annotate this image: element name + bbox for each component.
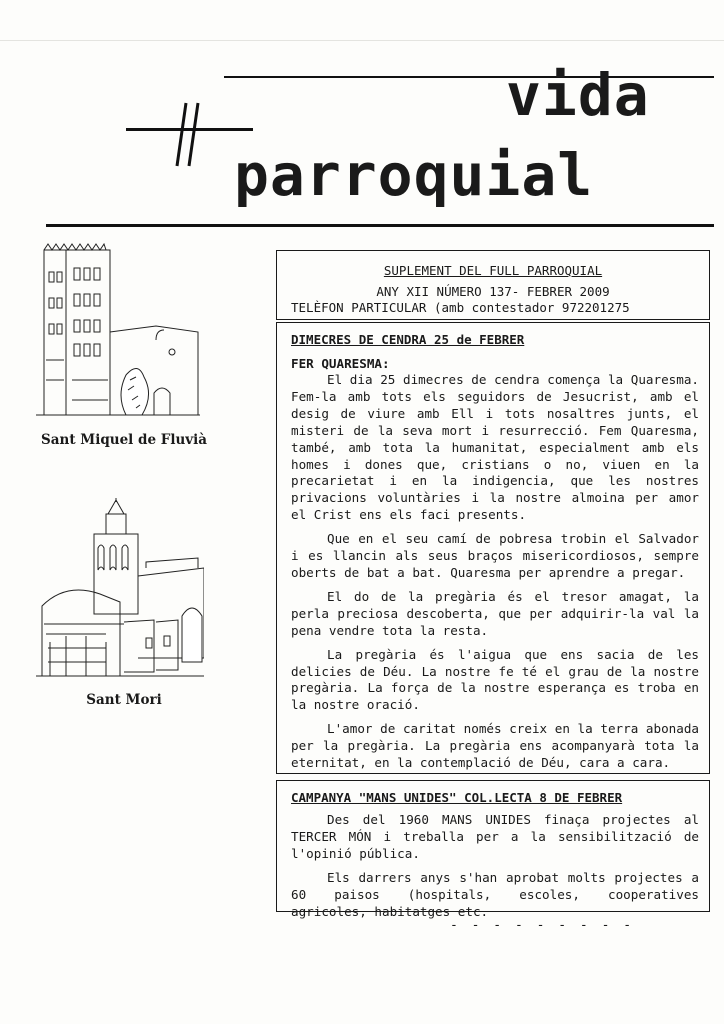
image-caption-sant-mori: Sant Mori [86,692,162,708]
article-ash-wednesday [276,322,710,774]
supplement-header-box [276,250,710,320]
article-paragraph: L'amor de caritat només creix en la terra abonada per la pregària. La pregària ens acompanyarà tota la eternitat, en la contemplació de Déu, cara a cara. [291,721,699,771]
article-title: DIMECRES DE CENDRA 25 de FEBRER [291,332,525,347]
phone-line: TELÈFON PARTICULAR (amb contestador 972201275 [291,300,630,315]
page-edge [0,40,724,41]
article-paragraph: El do de la pregària és el tresor amagat, la perla preciosa descoberta, que per adquirir-la val la pena vendre tota la resta. [291,588,699,638]
church-illustration-sant-mori [36,498,204,684]
campaign-paragraph: Des del 1960 MANS UNIDES finaça projectes al TERCER MÓN i treballa per a la sensibilització de l'opinió pública. [291,812,699,861]
campaign-title: CAMPANYA "MANS UNIDES" COL.LECTA 8 DE FEBRER [291,790,623,805]
article-paragraph: La pregària és l'aigua que ens sacia de les delicies de Déu. La nostre fe té el grau de la nostre pregària. La força de la nostre esperança es troba en la nostre oració. [291,646,699,713]
masthead-title-line1: vida [506,61,650,129]
campaign-paragraph: Els darrers anys s'han aprobat molts projectes a 60 paisos (hospitals, escoles, cooperatives agricoles, habitatges etc. [291,869,699,919]
footer-dashes: - - - - - - - - - [450,918,635,933]
masthead-title-line2: parroquial [234,141,594,209]
article-paragraph: El dia 25 dimecres de cendra comença la Quaresma. Fem-la amb tots els seguidors de Jesucrist, amb el desig de viure amb Ell i tots nosaltres junts, el misteri de la seva mort i resurrecció. Fem Quaresma, també, amb tota la humanitat, especialment amb els homes i dones que, cristians o no, viuen en la precarietat i en la indigencia, que les nostres privacions voluntàries i la nostre almoina per amor el Crist ens els faci presents. [291,372,699,523]
article-paragraph: Que en el seu camí de pobresa trobin el Salvador i es llancin als seus braços misericordiosos, sempre oberts de bat a bat. Quaresma per aprendre a pregar. [291,531,699,580]
church-illustration-sant-miquel [36,240,204,420]
image-caption-sant-miquel: Sant Miquel de Fluvià [41,432,207,448]
issue-line: ANY XII NÚMERO 137- FEBRER 2009 [376,284,610,299]
masthead-bottom-rule [46,224,714,227]
article-subtitle: FER QUARESMA: [291,356,390,371]
article-body [291,372,699,772]
article-mans-unides [276,780,710,919]
supplement-title: SUPLEMENT DEL FULL PARROQUIAL [383,263,603,278]
campaign-body [291,812,699,920]
masthead-slash-icon [174,100,204,170]
